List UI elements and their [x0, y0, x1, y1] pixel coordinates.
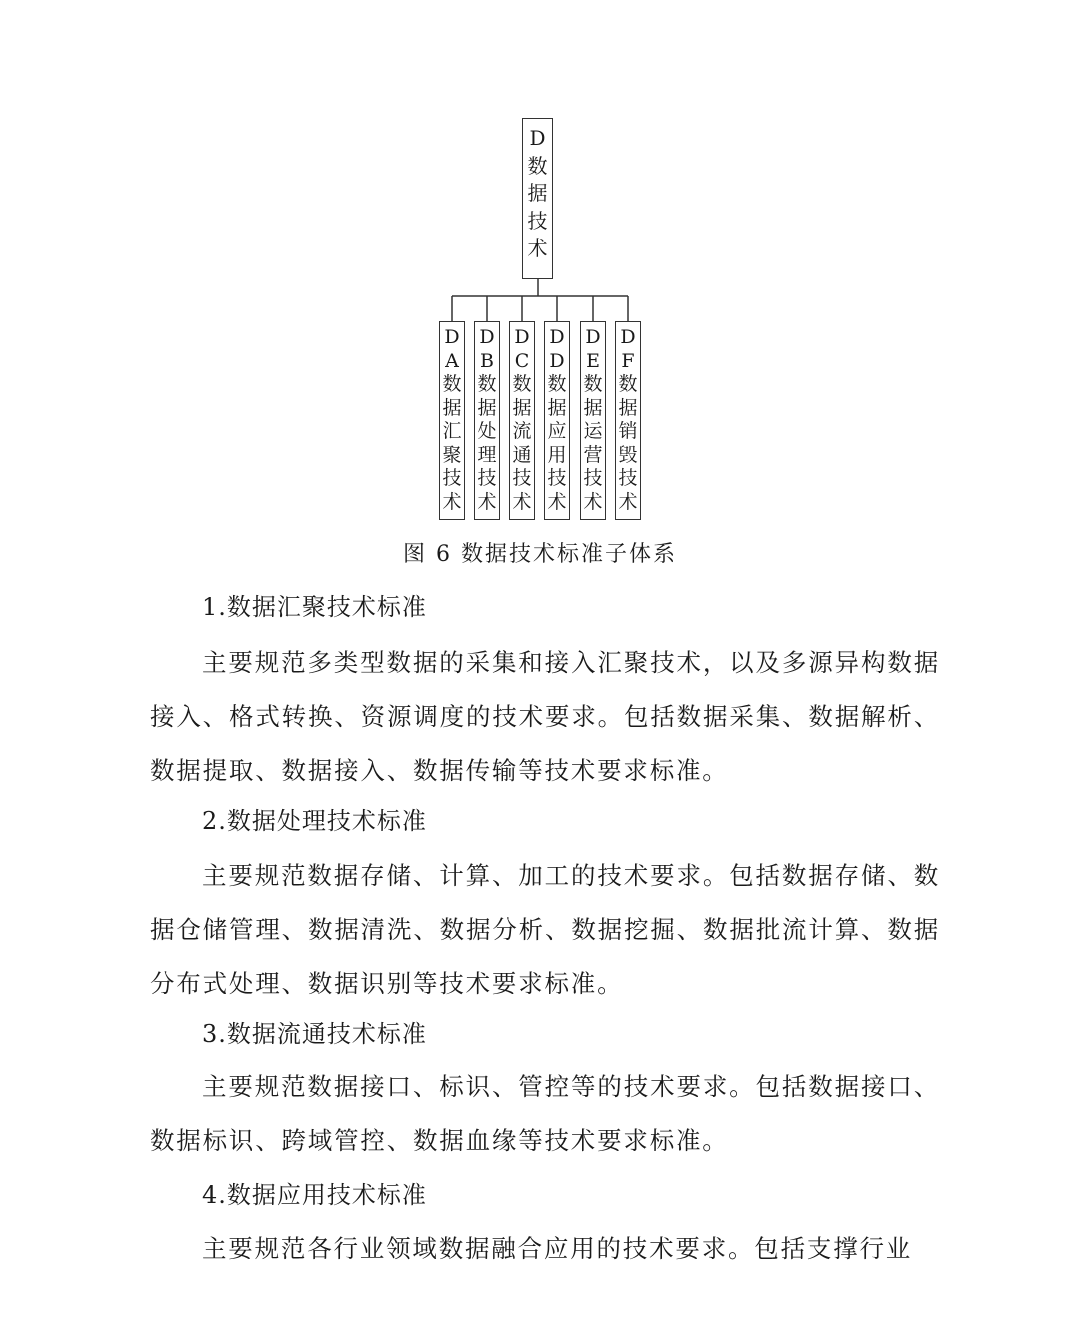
node-char: 应 [547, 420, 567, 442]
node-char: 汇 [442, 420, 462, 442]
node-char: 术 [477, 490, 497, 513]
node-char: 据 [547, 396, 567, 419]
node-char: 术 [527, 236, 548, 260]
node-char: D [620, 326, 636, 348]
node-char: 据 [527, 181, 548, 205]
node-char: 技 [583, 467, 603, 489]
node-char: 术 [583, 490, 603, 513]
node-char: D [514, 326, 530, 348]
node-char: D [549, 349, 565, 372]
node-char: F [621, 349, 635, 372]
node-char: 数 [512, 373, 532, 395]
node-de [580, 321, 606, 520]
node-char: 数 [442, 373, 462, 395]
node-char: 处 [477, 420, 497, 442]
node-char: D [585, 326, 601, 348]
section-heading: 2.数据处理技术标准 [202, 807, 427, 835]
section-body: 主要规范数据接口、标识、管控等的技术要求。包括数据接口、数据标识、跨域管控、数据血缘等技术要求标准。 [150, 1072, 940, 1155]
node-char: 通 [512, 443, 532, 466]
node-char: 技 [512, 467, 532, 489]
node-char: 数 [477, 373, 497, 395]
node-char: 据 [618, 396, 638, 419]
node-char: 技 [547, 467, 567, 489]
section-body: 主要规范多类型数据的采集和接入汇聚技术，以及多源异构数据接入、格式转换、资源调度的技术要求。包括数据采集、数据解析、数据提取、数据接入、数据传输等技术要求标准。 [150, 648, 940, 785]
node-char: 毁 [618, 443, 638, 466]
section-body: 主要规范数据存储、计算、加工的技术要求。包括数据存储、数据仓储管理、数据清洗、数据分析、数据挖掘、数据批流计算、数据分布式处理、数据识别等技术要求标准。 [150, 861, 940, 998]
section-body: 主要规范各行业领域数据融合应用的技术要求。包括支撑行业 [202, 1234, 913, 1263]
section-heading: 1.数据汇聚技术标准 [202, 593, 427, 621]
node-char: D [549, 326, 565, 348]
section-heading: 3.数据流通技术标准 [202, 1020, 427, 1048]
node-char: 据 [512, 396, 532, 419]
node-char: 据 [583, 396, 603, 419]
node-char: C [514, 349, 530, 372]
section-heading: 4.数据应用技术标准 [202, 1181, 427, 1209]
node-dc [509, 321, 535, 520]
node-char: 数 [547, 373, 567, 395]
node-char: B [480, 349, 494, 372]
node-char: D [479, 326, 495, 348]
node-char: 技 [618, 467, 638, 489]
node-char: 数 [527, 153, 548, 178]
node-d-data-technology [522, 118, 553, 279]
node-db [474, 321, 500, 520]
node-char: 数 [618, 373, 638, 395]
node-char: A [445, 349, 459, 372]
node-char: 术 [547, 490, 567, 513]
node-char: E [586, 349, 600, 372]
node-char: 聚 [442, 443, 462, 466]
node-char: 术 [512, 490, 532, 513]
node-char: 用 [547, 443, 567, 466]
node-char: 据 [442, 396, 462, 419]
node-char: 销 [618, 420, 638, 442]
node-char: 数 [583, 373, 603, 395]
node-da [439, 321, 465, 520]
node-char: 据 [477, 396, 497, 419]
node-char: 技 [442, 467, 462, 489]
node-char: 技 [527, 208, 548, 233]
node-char: 运 [583, 420, 603, 442]
figure-caption: 图 6 数据技术标准子体系 [403, 542, 677, 567]
node-char: D [529, 126, 546, 150]
node-char: 术 [442, 490, 462, 513]
node-char: 技 [477, 467, 497, 489]
node-df [615, 321, 641, 520]
node-char: D [444, 326, 460, 348]
node-char: 理 [477, 443, 497, 466]
node-char: 营 [583, 443, 603, 466]
node-dd [544, 321, 570, 520]
node-char: 流 [512, 420, 532, 442]
node-char: 术 [618, 490, 638, 513]
